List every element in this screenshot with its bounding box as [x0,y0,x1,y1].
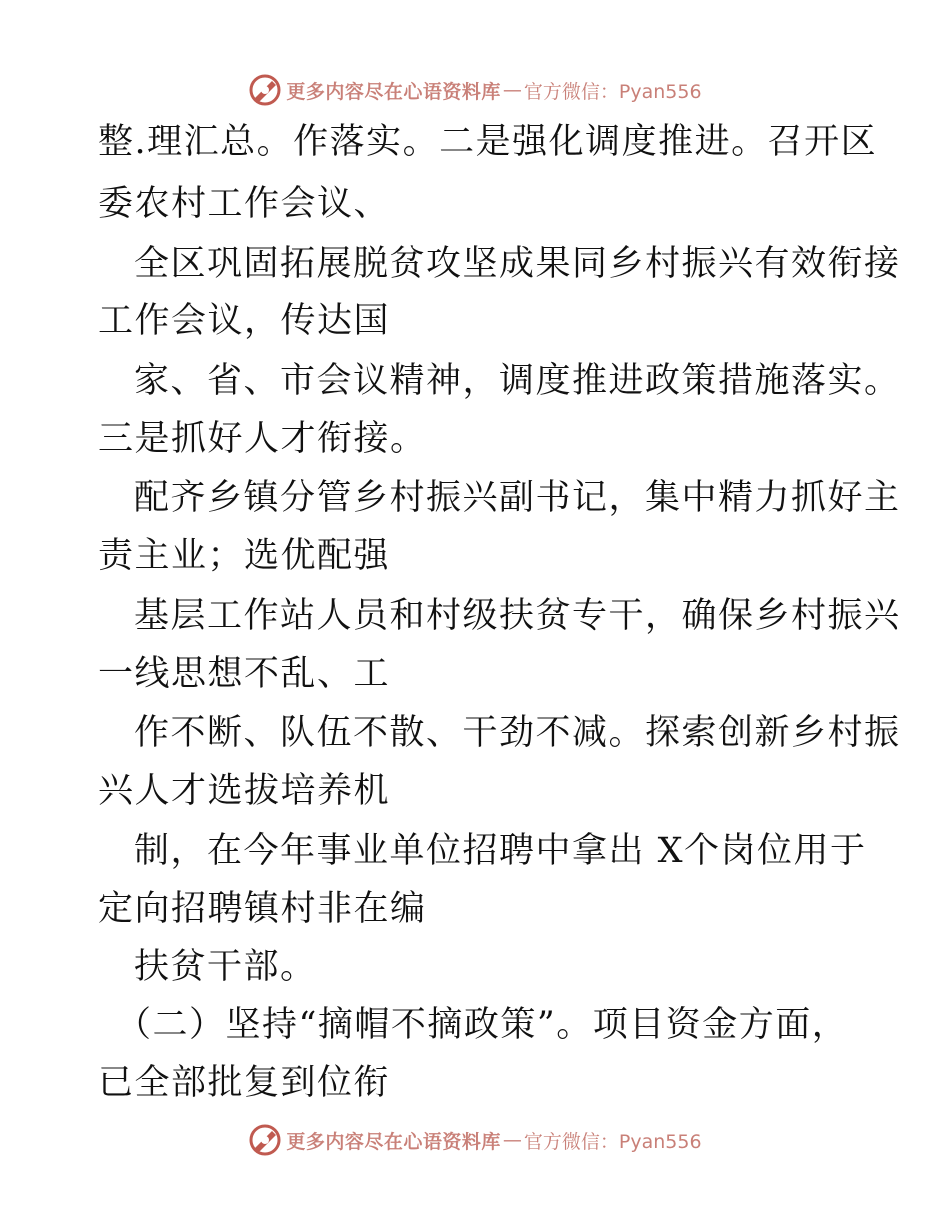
body-line: 责主业；选优配强 [98,536,391,576]
body-line: 一线思想不乱、工 [98,654,391,694]
logo-pen-icon [248,1123,282,1157]
body-line: 配齐乡镇分管乡村振兴副书记，集中精力抓好主 [134,478,901,518]
footer-banner [0,1120,950,1160]
body-line: 三是抓好人才衔接。 [98,419,427,459]
body-line: 作不断、队伍不散、干劲不减。探索创新乡村振 [134,713,901,753]
footer-banner-dash: — [502,1129,522,1151]
body-line: 制，在今年事业单位招聘中拿出 X个岗位用于 [134,831,867,871]
header-banner-dash: — [502,79,522,101]
body-line: 工作会议，传达国 [98,301,391,341]
body-line: 扶贫干部。 [134,947,317,987]
body-line: 已全部批复到位衔 [98,1063,391,1103]
footer-banner-sub: 官方微信：Pyan556 [523,1130,702,1153]
footer-banner-text: 更多内容尽在心语资料库 [286,1130,501,1153]
body-line: 整.理汇总。作落实。二是强化调度推进。召开区 [98,122,878,162]
body-line: （二）坚持“摘帽不摘政策”。项目资金方面， [116,1005,849,1045]
body-line: 基层工作站人员和村级扶贫专干，确保乡村振兴 [134,596,901,636]
header-banner-text: 更多内容尽在心语资料库 [286,80,501,103]
body-line: 委农村工作会议、 [98,184,391,224]
body-line: 家、省、市会议精神，调度推进政策措施落实。 [134,361,901,401]
header-banner [0,70,950,110]
body-line: 定向招聘镇村非在编 [98,889,427,929]
header-banner-sub: 官方微信：Pyan556 [523,80,702,103]
body-line: 全区巩固拓展脱贫攻坚成果同乡村振兴有效衔接 [134,244,901,284]
body-line: 兴人才选拔培养机 [98,771,391,811]
logo-pen-icon [248,73,282,107]
